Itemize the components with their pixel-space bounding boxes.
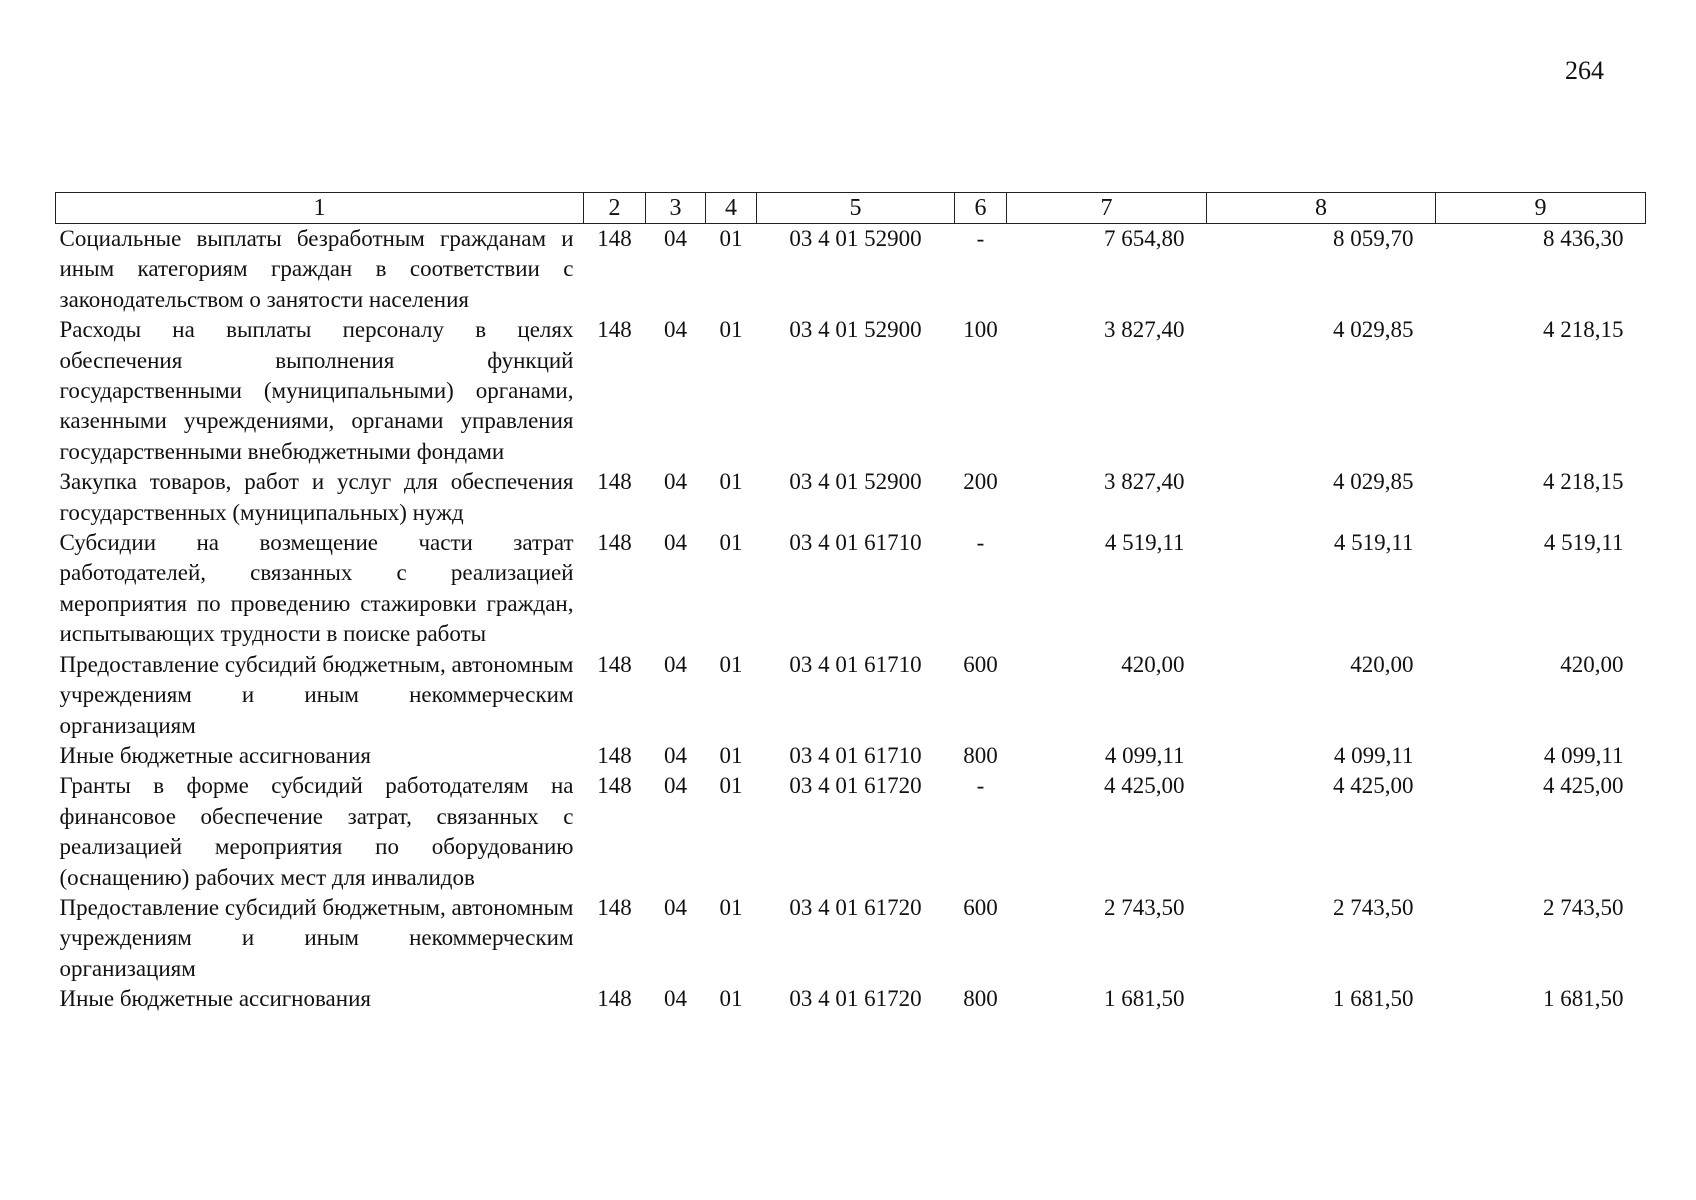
row-section-code: 04 bbox=[664, 226, 687, 251]
row-target-article: 03 4 01 52900 bbox=[789, 469, 922, 495]
row-amount-col9: 4 099,11 bbox=[1543, 742, 1624, 768]
row-amount-col9: 4 218,15 bbox=[1543, 469, 1624, 495]
row-ministry-code: 148 bbox=[597, 226, 632, 251]
table-row bbox=[56, 224, 1646, 316]
table-row bbox=[56, 315, 1646, 467]
header-col-8: 8 bbox=[1207, 193, 1436, 224]
row-amount-col7: 4 425,00 bbox=[1104, 773, 1185, 799]
row-target-article: 03 4 01 61710 bbox=[789, 742, 922, 768]
row-ministry-code: 148 bbox=[597, 530, 632, 556]
row-ministry-code: 148 bbox=[597, 894, 632, 920]
row-expense-type: 800 bbox=[963, 986, 998, 1012]
row-name: Гранты в форме субсидий работодателям на финансовое обеспечение затрат, связанных с реализацией мероприятия по оборудованию (оснащению) рабочих мест для инвалидов bbox=[59, 773, 574, 890]
row-target-article: 03 4 01 61720 bbox=[789, 986, 922, 1012]
row-amount-col8: 8 059,70 bbox=[1333, 226, 1414, 251]
row-name: Социальные выплаты безработным гражданам и иным категориям граждан в соответствии с законодательством о занятости населения bbox=[59, 226, 574, 312]
row-subsection-code: 01 bbox=[719, 986, 743, 1012]
row-amount-col8: 1 681,50 bbox=[1333, 986, 1414, 1012]
header-col-4: 4 bbox=[706, 193, 757, 224]
header-col-2: 2 bbox=[584, 193, 646, 224]
row-amount-col8: 420,00 bbox=[1350, 651, 1414, 677]
header-row bbox=[56, 193, 1646, 224]
table-row bbox=[56, 650, 1646, 741]
row-amount-col9: 4 218,15 bbox=[1543, 317, 1624, 343]
row-amount-col7: 4 099,11 bbox=[1104, 742, 1185, 768]
row-ministry-code: 148 bbox=[597, 742, 632, 768]
row-amount-col9: 4 519,11 bbox=[1543, 530, 1624, 556]
row-expense-type: 600 bbox=[963, 651, 998, 677]
table-row bbox=[56, 893, 1646, 984]
row-ministry-code: 148 bbox=[597, 773, 632, 799]
row-amount-col8: 4 519,11 bbox=[1333, 530, 1414, 556]
row-subsection-code: 01 bbox=[719, 894, 743, 920]
header-col-3: 3 bbox=[646, 193, 706, 224]
row-amount-col7: 3 827,40 bbox=[1104, 469, 1185, 495]
header-col-5: 5 bbox=[757, 193, 955, 224]
row-name: Закупка товаров, работ и услуг для обеспечения государственных (муниципальных) нужд bbox=[59, 469, 574, 525]
row-section-code: 04 bbox=[664, 773, 687, 799]
row-expense-type: 600 bbox=[963, 894, 998, 920]
row-expense-type: - bbox=[976, 773, 985, 799]
row-subsection-code: 01 bbox=[719, 469, 743, 495]
header-col-6: 6 bbox=[955, 193, 1007, 224]
row-amount-col8: 2 743,50 bbox=[1333, 894, 1414, 920]
row-target-article: 03 4 01 52900 bbox=[789, 317, 922, 343]
row-section-code: 04 bbox=[664, 530, 687, 556]
row-ministry-code: 148 bbox=[597, 469, 632, 495]
page-number: 264 bbox=[1565, 56, 1604, 85]
row-expense-type: 200 bbox=[963, 469, 998, 495]
row-amount-col7: 1 681,50 bbox=[1104, 986, 1185, 1012]
header-col-9: 9 bbox=[1436, 193, 1646, 224]
row-amount-col7: 4 519,11 bbox=[1104, 530, 1185, 556]
row-amount-col7: 7 654,80 bbox=[1104, 226, 1185, 251]
row-ministry-code: 148 bbox=[597, 317, 632, 343]
row-subsection-code: 01 bbox=[719, 742, 743, 768]
budget-table-container bbox=[55, 192, 1645, 1015]
table-row bbox=[56, 741, 1646, 771]
row-amount-col7: 2 743,50 bbox=[1104, 894, 1185, 920]
header-col-7: 7 bbox=[1007, 193, 1207, 224]
row-amount-col9: 1 681,50 bbox=[1543, 986, 1624, 1012]
row-name: Субсидии на возмещение части затрат работодателей, связанных с реализацией мероприятия по проведению стажировки граждан, испытывающих трудности в поиске работы bbox=[59, 530, 574, 647]
row-section-code: 04 bbox=[664, 469, 687, 495]
row-section-code: 04 bbox=[664, 986, 687, 1012]
table-row bbox=[56, 771, 1646, 893]
row-amount-col8: 4 029,85 bbox=[1333, 469, 1414, 495]
row-subsection-code: 01 bbox=[719, 651, 743, 677]
row-section-code: 04 bbox=[664, 317, 687, 343]
row-section-code: 04 bbox=[664, 651, 687, 677]
row-expense-type: - bbox=[976, 530, 985, 556]
row-amount-col8: 4 425,00 bbox=[1333, 773, 1414, 799]
row-ministry-code: 148 bbox=[597, 651, 632, 677]
row-target-article: 03 4 01 52900 bbox=[789, 226, 922, 251]
row-name: Иные бюджетные ассигнования bbox=[59, 742, 371, 768]
row-subsection-code: 01 bbox=[719, 530, 743, 556]
row-amount-col9: 420,00 bbox=[1560, 651, 1624, 677]
row-target-article: 03 4 01 61720 bbox=[789, 894, 922, 920]
row-amount-col7: 420,00 bbox=[1121, 651, 1185, 677]
row-amount-col8: 4 029,85 bbox=[1333, 317, 1414, 343]
row-subsection-code: 01 bbox=[719, 317, 743, 343]
row-name: Предоставление субсидий бюджетным, автономным учреждениям и иным некоммерческим организациям bbox=[59, 651, 574, 738]
row-name: Предоставление субсидий бюджетным, автономным учреждениям и иным некоммерческим организациям bbox=[59, 894, 574, 981]
row-amount-col7: 3 827,40 bbox=[1104, 317, 1185, 343]
row-section-code: 04 bbox=[664, 742, 687, 768]
table-row bbox=[56, 984, 1646, 1014]
row-subsection-code: 01 bbox=[719, 773, 743, 799]
table-row bbox=[56, 467, 1646, 528]
row-ministry-code: 148 bbox=[597, 986, 632, 1012]
row-subsection-code: 01 bbox=[719, 226, 743, 251]
row-target-article: 03 4 01 61710 bbox=[789, 651, 922, 677]
row-amount-col9: 4 425,00 bbox=[1543, 773, 1624, 799]
row-expense-type: - bbox=[976, 226, 985, 251]
row-section-code: 04 bbox=[664, 894, 687, 920]
row-amount-col9: 8 436,30 bbox=[1543, 226, 1624, 251]
budget-table bbox=[55, 192, 1646, 1015]
row-name: Иные бюджетные ассигнования bbox=[59, 986, 371, 1012]
row-amount-col9: 2 743,50 bbox=[1543, 894, 1624, 920]
header-col-1: 1 bbox=[56, 193, 584, 224]
table-row bbox=[56, 528, 1646, 650]
row-expense-type: 800 bbox=[963, 742, 998, 768]
row-name: Расходы на выплаты персоналу в целях обеспечения выполнения функций государственными (муниципальными) органами, казенными учреждениями, органами управления государственными внебюджетными фондами bbox=[59, 317, 574, 464]
row-amount-col8: 4 099,11 bbox=[1333, 742, 1414, 768]
row-target-article: 03 4 01 61720 bbox=[789, 773, 922, 799]
row-target-article: 03 4 01 61710 bbox=[789, 530, 922, 556]
row-expense-type: 100 bbox=[963, 317, 998, 343]
